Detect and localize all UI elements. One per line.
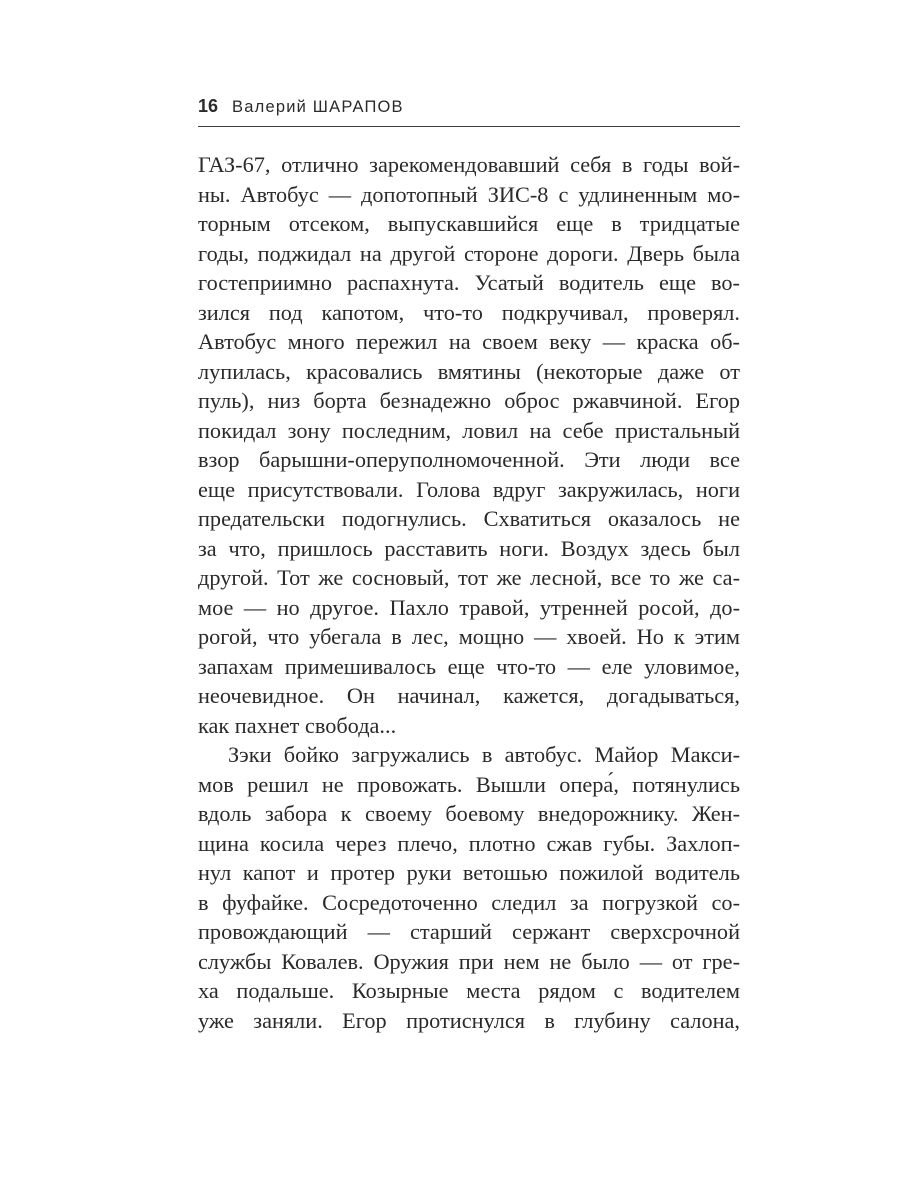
text-line: торным отсеком, выпускавшийся еще в тридцатые [198,211,740,236]
text-line: ны. Автобус — допотопный ЗИС-8 с удлиненным мо- [198,181,740,207]
text-line: Зэки бойко загружались в автобус. Майор Макси- [228,742,740,767]
text-line: уже заняли. Егор протиснулся в глубину салона, [198,1007,740,1033]
body-text [198,150,740,1035]
text-line: другой. Тот же сосновый, тот же лесной, все то же са- [198,565,740,590]
author-name: Валерий ШАРАПОВ [232,98,404,116]
text-line: нул капот и протер руки ветошью пожилой водитель [198,860,740,885]
text-line: гостеприимно распахнута. Усатый водитель еще во- [198,270,740,295]
text-line: покидал зону последним, ловил на себе пристальный [198,417,740,443]
text-line: лупилась, красовались вмятины (некоторые даже от [198,358,740,384]
text-line: службы Ковалев. Оружия при нем не было — от гре- [198,948,740,974]
text-line: рогой, что убегала в лес, мощно — хвоей. Но к этим [198,624,740,649]
text-line: ха подальше. Козырные места рядом с водителем [198,978,740,1003]
text-line: как пахнет свобода... [198,712,397,738]
text-line: зился под капотом, что-то подкручивал, проверял. [198,299,740,325]
page-number: 16 [198,96,219,116]
text-line: предательски подогнулись. Схватиться оказалось не [198,506,740,531]
text-line: взор барышни-оперуполномоченной. Эти люди все [198,447,740,472]
text-line: ГАЗ-67, отлично зарекомендовавший себя в годы вой- [198,152,740,177]
text-line: провождающий — старший сержант сверхсрочной [198,919,740,944]
running-head [198,96,740,127]
text-line: пуль), низ борта безнадежно оброс ржавчиной. Егор [198,388,740,413]
text-line: годы, поджидал на другой стороне дороги. Дверь была [198,240,740,266]
paragraph [198,150,740,740]
text-line: Автобус много пережил на своем веку — краска об- [198,329,740,354]
text-line: за что, пришлось расставить ноги. Воздух здесь был [198,535,740,561]
text-line: неочевидное. Он начинал, кажется, догадываться, [198,683,740,708]
text-line: в фуфайке. Сосредоточенно следил за погрузкой со- [198,889,740,915]
text-line: мое — но другое. Пахло травой, утренней росой, до- [198,594,740,620]
paragraph [198,740,740,1035]
text-line: мов решил не провожать. Вышли опера́, потянулись [198,771,740,797]
text-line: еще присутствовали. Голова вдруг закружилась, ноги [198,476,740,502]
text-line: вдоль забора к своему боевому внедорожнику. Жен- [198,801,740,826]
text-line: запахам примешивалось еще что-то — еле уловимое, [198,653,740,679]
text-line: щина косила через плечо, плотно сжав губы. Захлоп- [198,830,740,856]
